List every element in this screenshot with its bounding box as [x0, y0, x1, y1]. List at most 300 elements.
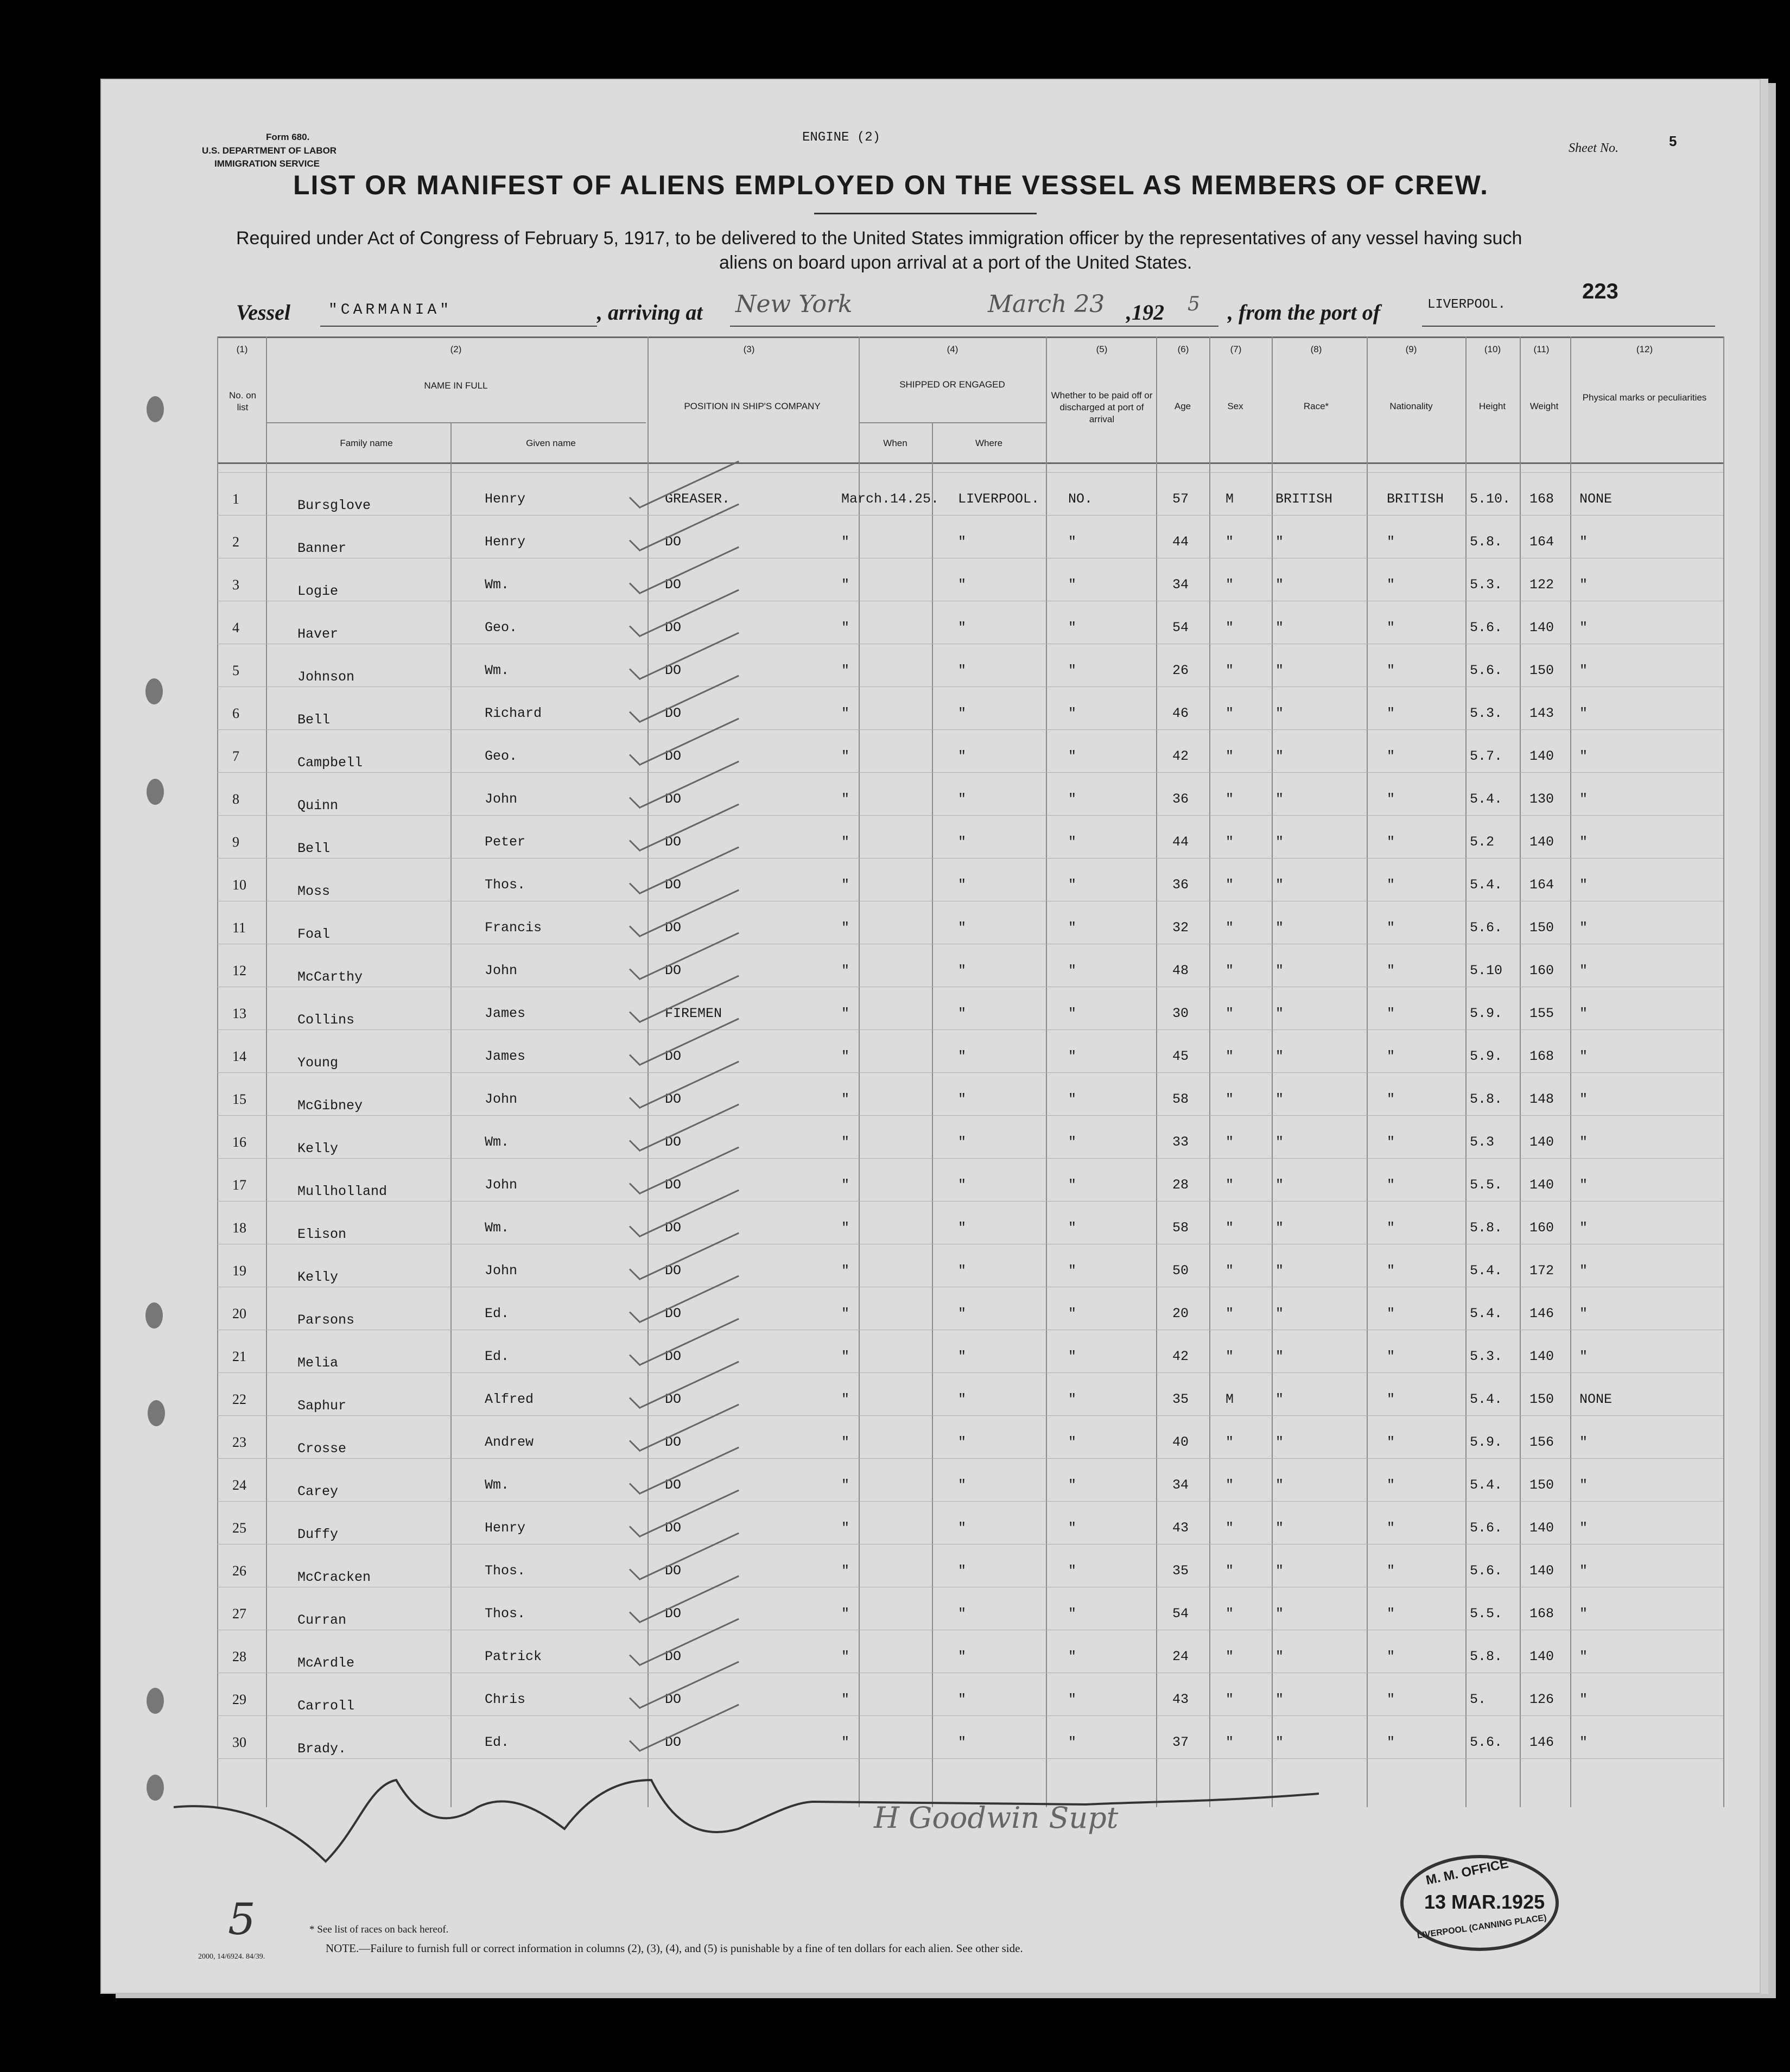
- shipped-where: ": [958, 920, 967, 936]
- height: 5.10.: [1470, 491, 1511, 507]
- physical-marks: ": [1579, 963, 1588, 978]
- paid-off: NO.: [1068, 491, 1093, 507]
- row-rule: [217, 1372, 1723, 1373]
- age: 35: [1172, 1391, 1189, 1407]
- position: GREASER.: [665, 491, 731, 507]
- position: DO: [665, 920, 682, 936]
- row-number: 2: [232, 534, 239, 550]
- race: ": [1275, 877, 1284, 893]
- header-weight: Weight: [1529, 401, 1559, 411]
- stamp-location: LIVERPOOL (CANNING PLACE): [1416, 1913, 1547, 1941]
- sex: ": [1226, 1134, 1234, 1150]
- race: ": [1275, 1048, 1284, 1064]
- race: ": [1275, 620, 1284, 635]
- row-number: 18: [232, 1220, 246, 1236]
- shipped-when: ": [841, 1006, 850, 1021]
- physical-marks: ": [1579, 877, 1588, 893]
- age: 58: [1172, 1091, 1189, 1107]
- physical-marks: ": [1579, 834, 1588, 850]
- physical-marks: ": [1579, 1091, 1588, 1107]
- shipped-when: ": [841, 1048, 850, 1064]
- row-number: 24: [232, 1477, 246, 1493]
- year-suffix: 5: [1188, 293, 1200, 315]
- physical-marks: ": [1579, 1520, 1588, 1536]
- nationality: ": [1387, 877, 1395, 893]
- family-name: Parsons: [297, 1312, 355, 1328]
- physical-marks: ": [1579, 706, 1588, 721]
- physical-marks: NONE: [1579, 1391, 1613, 1407]
- weight: 140: [1529, 834, 1554, 850]
- given-name: James: [485, 1006, 526, 1021]
- shipped-where: ": [958, 1048, 967, 1064]
- height: 5.4.: [1470, 877, 1503, 893]
- weight: 164: [1529, 877, 1554, 893]
- weight: 155: [1529, 1006, 1554, 1021]
- shipped-where: ": [958, 663, 967, 678]
- shipped-where: ": [958, 577, 967, 593]
- weight: 143: [1529, 706, 1554, 721]
- given-name: Francis: [485, 920, 542, 936]
- races-footnote: * See list of races on back hereof.: [309, 1924, 449, 1935]
- sex: ": [1226, 748, 1234, 764]
- subtitle-line-2: aliens on board upon arrival at a port of the United States.: [719, 252, 1192, 273]
- paid-off: ": [1068, 791, 1077, 807]
- nationality: ": [1387, 1220, 1395, 1236]
- age: 45: [1172, 1048, 1189, 1064]
- physical-marks: ": [1579, 1692, 1588, 1707]
- shipped-when: ": [841, 534, 850, 550]
- row-number: 23: [232, 1434, 246, 1450]
- sex: ": [1226, 1006, 1234, 1021]
- weight: 150: [1529, 1391, 1554, 1407]
- race: ": [1275, 1692, 1284, 1707]
- given-name: Thos.: [485, 1563, 526, 1579]
- weight: 126: [1529, 1692, 1554, 1707]
- family-name: McArdle: [297, 1655, 355, 1671]
- nationality: ": [1387, 1434, 1395, 1450]
- weight: 140: [1529, 1177, 1554, 1193]
- position: DO: [665, 1091, 682, 1107]
- height: 5.6.: [1470, 920, 1503, 936]
- weight: 140: [1529, 1134, 1554, 1150]
- race: ": [1275, 963, 1284, 978]
- family-name: Quinn: [297, 798, 339, 813]
- shipped-where: ": [958, 1306, 967, 1321]
- family-name: McCarthy: [297, 969, 363, 985]
- row-number: 27: [232, 1606, 246, 1622]
- shipped-when: ": [841, 1220, 850, 1236]
- paid-off: ": [1068, 877, 1077, 893]
- shipped-when: ": [841, 663, 850, 678]
- paid-off: ": [1068, 1434, 1077, 1450]
- row-number: 22: [232, 1391, 246, 1407]
- weight: 140: [1529, 748, 1554, 764]
- shipped-where: ": [958, 1563, 967, 1579]
- race: ": [1275, 1306, 1284, 1321]
- given-name: Ed.: [485, 1306, 510, 1321]
- sex: ": [1226, 791, 1234, 807]
- paid-off: ": [1068, 920, 1077, 936]
- age: 32: [1172, 920, 1189, 936]
- family-name: Collins: [297, 1012, 355, 1028]
- weight: 150: [1529, 920, 1554, 936]
- row-number: 9: [232, 834, 239, 850]
- age: 44: [1172, 534, 1189, 550]
- col-num-10: (10): [1484, 344, 1501, 354]
- family-name: Carroll: [297, 1698, 355, 1714]
- age: 43: [1172, 1692, 1189, 1707]
- sex: ": [1226, 1263, 1234, 1279]
- row-number: 17: [232, 1177, 246, 1193]
- punch-hole: [147, 396, 164, 422]
- age: 37: [1172, 1734, 1189, 1750]
- shipped-when: ": [841, 577, 850, 593]
- shipped-when: ": [841, 1606, 850, 1622]
- given-name: Andrew: [485, 1434, 534, 1450]
- race: ": [1275, 1349, 1284, 1364]
- height: 5.3.: [1470, 706, 1503, 721]
- nationality: ": [1387, 1563, 1395, 1579]
- age: 44: [1172, 834, 1189, 850]
- row-rule: [217, 515, 1723, 516]
- punch-hole: [147, 1775, 164, 1801]
- position: DO: [665, 577, 682, 593]
- penalty-note: NOTE.—Failure to furnish full or correct information in columns (2), (3), (4), and (5) is punishable by a fine of ten dollars for each alien. See other side.: [326, 1942, 1023, 1955]
- shipped-where: ": [958, 1477, 967, 1493]
- age: 35: [1172, 1563, 1189, 1579]
- nationality: ": [1387, 1692, 1395, 1707]
- paid-off: ": [1068, 663, 1077, 678]
- height: 5.4.: [1470, 1306, 1503, 1321]
- race: ": [1275, 706, 1284, 721]
- given-name: Richard: [485, 706, 542, 721]
- header-no-on-list: No. on list: [228, 390, 257, 412]
- column-rule: [1723, 336, 1724, 1807]
- officer-signature: H Goodwin Supt: [874, 1801, 1119, 1835]
- position: DO: [665, 1263, 682, 1279]
- shipped-where: ": [958, 1391, 967, 1407]
- race: ": [1275, 1563, 1284, 1579]
- sex: ": [1226, 706, 1234, 721]
- family-name: Haver: [297, 626, 339, 642]
- physical-marks: ": [1579, 1134, 1588, 1150]
- shipped-where: ": [958, 1091, 967, 1107]
- header-race: Race*: [1303, 401, 1329, 411]
- age: 40: [1172, 1434, 1189, 1450]
- shipped-when: ": [841, 1692, 850, 1707]
- row-number: 1: [232, 491, 239, 507]
- race: ": [1275, 1434, 1284, 1450]
- row-rule: [217, 1201, 1723, 1202]
- height: 5.: [1470, 1692, 1487, 1707]
- physical-marks: ": [1579, 1177, 1588, 1193]
- weight: 122: [1529, 577, 1554, 593]
- paid-off: ": [1068, 1692, 1077, 1707]
- weight: 130: [1529, 791, 1554, 807]
- given-name: Patrick: [485, 1649, 542, 1664]
- sex: ": [1226, 1177, 1234, 1193]
- shipped-when: ": [841, 1091, 850, 1107]
- shipped-where: ": [958, 1349, 967, 1364]
- given-name: Thos.: [485, 1606, 526, 1622]
- race: ": [1275, 577, 1284, 593]
- position: DO: [665, 1306, 682, 1321]
- nationality: ": [1387, 1048, 1395, 1064]
- punch-hole: [147, 1688, 164, 1714]
- family-name: McGibney: [297, 1098, 363, 1114]
- paid-off: ": [1068, 577, 1077, 593]
- col-num-5: (5): [1096, 344, 1108, 354]
- column-rule: [932, 422, 933, 1807]
- race: ": [1275, 1606, 1284, 1622]
- given-name: Geo.: [485, 748, 518, 764]
- vessel-label: Vessel: [236, 300, 290, 325]
- print-code: 2000, 14/6924. 84/39.: [198, 1953, 265, 1961]
- height: 5.6.: [1470, 1520, 1503, 1536]
- nationality: ": [1387, 1091, 1395, 1107]
- race: ": [1275, 748, 1284, 764]
- race: BRITISH: [1275, 491, 1333, 507]
- family-name: Johnson: [297, 669, 355, 685]
- family-name: Bell: [297, 841, 331, 856]
- weight: 168: [1529, 1606, 1554, 1622]
- col-num-12: (12): [1636, 344, 1653, 354]
- age: 24: [1172, 1649, 1189, 1664]
- paid-off: ": [1068, 834, 1077, 850]
- shipped-where: LIVERPOOL.: [958, 491, 1040, 507]
- position: DO: [665, 1134, 682, 1150]
- nationality: ": [1387, 663, 1395, 678]
- paid-off: ": [1068, 748, 1077, 764]
- height: 5.6.: [1470, 663, 1503, 678]
- paid-off: ": [1068, 706, 1077, 721]
- given-name: Wm.: [485, 1134, 510, 1150]
- row-rule: [217, 1072, 1723, 1073]
- shipped-when: ": [841, 620, 850, 635]
- position: DO: [665, 1649, 682, 1664]
- paid-off: ": [1068, 620, 1077, 635]
- physical-marks: ": [1579, 1563, 1588, 1579]
- col-num-4: (4): [947, 344, 959, 354]
- height: 5.8.: [1470, 1220, 1503, 1236]
- shipped-when: ": [841, 920, 850, 936]
- position: DO: [665, 963, 682, 978]
- race: ": [1275, 1477, 1284, 1493]
- age: 30: [1172, 1006, 1189, 1021]
- race: ": [1275, 1649, 1284, 1664]
- height: 5.4.: [1470, 1477, 1503, 1493]
- sex: ": [1226, 1606, 1234, 1622]
- row-rule: [217, 1158, 1723, 1159]
- row-number: 21: [232, 1349, 246, 1364]
- vessel-name: "CARMANIA": [328, 302, 453, 319]
- sex: ": [1226, 1220, 1234, 1236]
- race: ": [1275, 1091, 1284, 1107]
- race: ": [1275, 1134, 1284, 1150]
- col-num-6: (6): [1177, 344, 1189, 354]
- nationality: ": [1387, 1349, 1395, 1364]
- shipped-where: ": [958, 1434, 967, 1450]
- given-name: Thos.: [485, 877, 526, 893]
- paid-off: ": [1068, 1734, 1077, 1750]
- shipped-where: ": [958, 706, 967, 721]
- physical-marks: ": [1579, 1477, 1588, 1493]
- paid-off: ": [1068, 1048, 1077, 1064]
- row-number: 7: [232, 748, 239, 764]
- nationality: ": [1387, 791, 1395, 807]
- departure-port: LIVERPOOL.: [1427, 297, 1506, 312]
- age: 34: [1172, 577, 1189, 593]
- position: DO: [665, 1477, 682, 1493]
- physical-marks: ": [1579, 1606, 1588, 1622]
- weight: 146: [1529, 1734, 1554, 1750]
- nationality: ": [1387, 963, 1395, 978]
- family-name: Duffy: [297, 1527, 339, 1542]
- physical-marks: ": [1579, 620, 1588, 635]
- shipped-when: ": [841, 1391, 850, 1407]
- row-rule: [217, 772, 1723, 773]
- given-name: Henry: [485, 534, 526, 550]
- sex: ": [1226, 1091, 1234, 1107]
- paid-off: ": [1068, 1606, 1077, 1622]
- row-rule: [217, 1544, 1723, 1545]
- physical-marks: ": [1579, 1048, 1588, 1064]
- height: 5.2: [1470, 834, 1495, 850]
- sex: ": [1226, 1477, 1234, 1493]
- given-name: James: [485, 1048, 526, 1064]
- race: ": [1275, 1006, 1284, 1021]
- height: 5.3.: [1470, 1349, 1503, 1364]
- row-rule: [217, 1115, 1723, 1116]
- nationality: ": [1387, 1391, 1395, 1407]
- title-rule: [814, 213, 1037, 214]
- age: 33: [1172, 1134, 1189, 1150]
- age: 46: [1172, 706, 1189, 721]
- family-name: Logie: [297, 583, 339, 599]
- position: DO: [665, 834, 682, 850]
- row-rule: [217, 858, 1723, 859]
- row-number: 11: [232, 920, 246, 936]
- row-number: 14: [232, 1048, 246, 1064]
- family-name: Carey: [297, 1484, 339, 1499]
- physical-marks: ": [1579, 920, 1588, 936]
- age: 28: [1172, 1177, 1189, 1193]
- form-number: Form 680.: [266, 132, 310, 142]
- position: DO: [665, 1734, 682, 1750]
- given-name: Wm.: [485, 1477, 510, 1493]
- nationality: ": [1387, 1006, 1395, 1021]
- position: DO: [665, 748, 682, 764]
- position: DO: [665, 534, 682, 550]
- position: DO: [665, 1048, 682, 1064]
- height: 5.8.: [1470, 534, 1503, 550]
- header-physical-marks: Physical marks or peculiarities: [1582, 392, 1707, 403]
- physical-marks: ": [1579, 663, 1588, 678]
- paid-off: ": [1068, 1306, 1077, 1321]
- race: ": [1275, 1391, 1284, 1407]
- nationality: ": [1387, 1649, 1395, 1664]
- col-num-2: (2): [450, 344, 462, 354]
- weight: 148: [1529, 1091, 1554, 1107]
- age: 43: [1172, 1520, 1189, 1536]
- row-number: 26: [232, 1563, 246, 1579]
- engine-label: ENGINE (2): [802, 130, 881, 145]
- position: DO: [665, 1520, 682, 1536]
- stamp-office: M. M. OFFICE: [1424, 1856, 1510, 1888]
- shipped-where: ": [958, 1220, 967, 1236]
- shipped-when: ": [841, 834, 850, 850]
- sex: M: [1226, 491, 1234, 507]
- given-name: Wm.: [485, 663, 510, 678]
- given-name: John: [485, 1263, 518, 1279]
- given-name: Henry: [485, 1520, 526, 1536]
- family-name: Foal: [297, 926, 331, 942]
- family-name: Bursglove: [297, 498, 371, 513]
- family-name: Crosse: [297, 1441, 347, 1457]
- age: 42: [1172, 1349, 1189, 1364]
- list-number: 223: [1582, 279, 1618, 303]
- race: ": [1275, 534, 1284, 550]
- position: DO: [665, 877, 682, 893]
- sex: ": [1226, 534, 1234, 550]
- sheet-label: Sheet No.: [1569, 141, 1618, 155]
- shipped-when: ": [841, 791, 850, 807]
- weight: 150: [1529, 1477, 1554, 1493]
- height: 5.5.: [1470, 1177, 1503, 1193]
- position: FIREMEN: [665, 1006, 722, 1021]
- paid-off: ": [1068, 1134, 1077, 1150]
- race: ": [1275, 1263, 1284, 1279]
- shipped-where: ": [958, 748, 967, 764]
- shipped-where: ": [958, 1734, 967, 1750]
- height: 5.8.: [1470, 1649, 1503, 1664]
- header-height: Height: [1478, 401, 1506, 411]
- race: ": [1275, 1220, 1284, 1236]
- physical-marks: ": [1579, 577, 1588, 593]
- given-name: Alfred: [485, 1391, 534, 1407]
- paid-off: ": [1068, 1520, 1077, 1536]
- weight: 168: [1529, 1048, 1554, 1064]
- nationality: ": [1387, 1520, 1395, 1536]
- col-num-9: (9): [1405, 344, 1417, 354]
- paid-off: ": [1068, 1006, 1077, 1021]
- family-name: Brady.: [297, 1741, 347, 1757]
- nationality: ": [1387, 748, 1395, 764]
- shipped-when: ": [841, 706, 850, 721]
- row-number: 20: [232, 1306, 246, 1321]
- position: DO: [665, 1220, 682, 1236]
- age: 26: [1172, 663, 1189, 678]
- age: 57: [1172, 491, 1189, 507]
- age: 54: [1172, 1606, 1189, 1622]
- physical-marks: ": [1579, 1734, 1588, 1750]
- physical-marks: ": [1579, 1306, 1588, 1321]
- nationality: BRITISH: [1387, 491, 1444, 507]
- stamp-date: 13 MAR.1925: [1424, 1891, 1545, 1913]
- weight: 140: [1529, 1563, 1554, 1579]
- paid-off: ": [1068, 1391, 1077, 1407]
- height: 5.9.: [1470, 1048, 1503, 1064]
- physical-marks: ": [1579, 791, 1588, 807]
- race: ": [1275, 920, 1284, 936]
- punch-hole: [147, 779, 164, 805]
- from-port-label: , from the port of: [1228, 300, 1381, 325]
- weight: 146: [1529, 1306, 1554, 1321]
- shipped-when: ": [841, 1263, 850, 1279]
- header-sex: Sex: [1227, 401, 1243, 411]
- physical-marks: NONE: [1579, 491, 1613, 507]
- row-rule: [217, 472, 1723, 473]
